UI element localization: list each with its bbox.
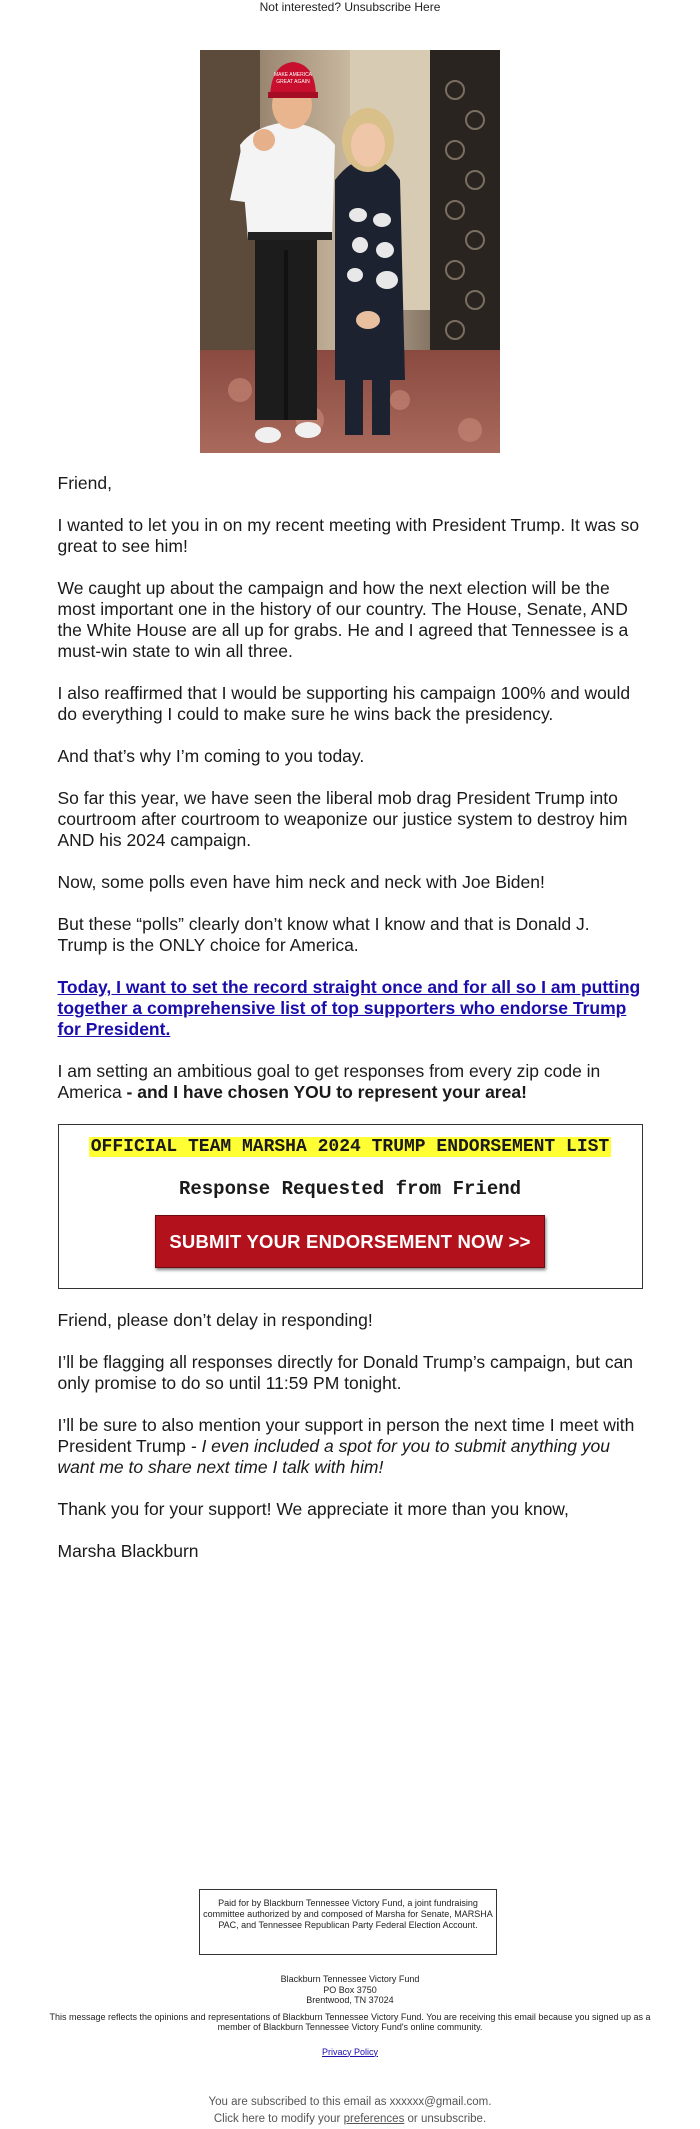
paragraph: I wanted to let you in on my recent meeting with President Trump. It was so great to see him! xyxy=(57,515,640,556)
hero-photo xyxy=(200,50,500,453)
paid-for-disclaimer: Paid for by Blackburn Tennessee Victory Fund, a joint fundraising committee authorized by and composed of Marsha for Senate, MARSHA PAC, and Tennessee Republican Party Federal Election Account. xyxy=(199,1889,497,1955)
letter-body xyxy=(58,473,643,1562)
supporters-list-link[interactable]: Today, I want to set the record straight once and for all so I am putting together a comprehensive list of top supporters who endorse Trump for President. xyxy=(57,977,641,1039)
paragraph-text: I am setting an ambitious goal to get responses from every zip code in America xyxy=(57,1061,601,1102)
subscription-modify-line xyxy=(0,2111,700,2128)
paragraph-italic-text: - I even included a spot for you to submit anything you want me to share next time I talk with him! xyxy=(57,1436,611,1477)
preheader xyxy=(0,0,700,16)
privacy-policy-link[interactable]: Privacy Policy xyxy=(321,2046,378,2057)
signature: Marsha Blackburn xyxy=(57,1541,199,1561)
footer-city: Brentwood, TN 37024 xyxy=(306,1995,394,2005)
svg-text:GREAT AGAIN: GREAT AGAIN xyxy=(276,79,310,85)
paragraph xyxy=(58,1061,643,1103)
paragraph: So far this year, we have seen the liberal mob drag President Trump into courtroom after courtroom to weaponize our justice system to destroy him AND his 2024 campaign. xyxy=(57,788,628,850)
footer-notice: This message reflects the opinions and representations of Blackburn Tennessee Victory Fund. You are receiving this email because you signed up as a member of Blackburn Tennessee Victory Fund's online community. xyxy=(49,2011,651,2032)
paragraph-bold-text: - and I have chosen YOU to represent your area! xyxy=(126,1082,527,1102)
paragraph: Now, some polls even have him neck and neck with Joe Biden! xyxy=(57,872,545,892)
paragraph: Friend, please don’t delay in responding! xyxy=(57,1310,373,1330)
paragraph: But these “polls” clearly don’t know what I know and that is Donald J. Trump is the ONLY choice for America. xyxy=(57,914,590,955)
preferences-link[interactable]: preferences xyxy=(343,2113,405,2125)
subscription-email-line: You are subscribed to this email as xxxxxx@gmail.com. xyxy=(208,2096,492,2108)
footer-po-box: PO Box 3750 xyxy=(323,1984,377,1995)
greeting: Friend, xyxy=(57,473,112,493)
footer xyxy=(0,1974,700,2057)
svg-text:MAKE AMERICA: MAKE AMERICA xyxy=(273,72,313,78)
subscription-info xyxy=(0,2094,700,2128)
paragraph: And that’s why I’m coming to you today. xyxy=(57,746,365,766)
endorsement-box-subtitle: Response Requested from Friend xyxy=(178,1178,522,1200)
unsubscribe-link[interactable]: Not interested? Unsubscribe Here xyxy=(259,0,441,14)
endorsement-box xyxy=(58,1124,643,1289)
subscription-text-end: or unsubscribe. xyxy=(404,2113,487,2125)
paragraph-text: I’ll be sure to also mention your support in person the next time I meet with President Trump xyxy=(57,1415,635,1456)
endorsement-box-title xyxy=(71,1135,630,1159)
paragraph: I’ll be flagging all responses directly for Donald Trump’s campaign, but can only promise to do so until 11:59 PM tonight. xyxy=(57,1352,634,1393)
paragraph: I also reaffirmed that I would be supporting his campaign 100% and would do everything I could to make sure he wins back the presidency. xyxy=(57,683,631,724)
paragraph-link xyxy=(58,977,643,1040)
paragraph: We caught up about the campaign and how the next election will be the most important one in the history of our country. The House, Senate, AND the White House are all up for grabs. He and I agreed that Tennessee is a must-win state to win all three. xyxy=(57,578,629,661)
endorsement-title-highlight: OFFICIAL TEAM MARSHA 2024 TRUMP ENDORSEMENT LIST xyxy=(90,1137,610,1157)
footer-privacy xyxy=(0,2047,700,2058)
paragraph: Thank you for your support! We appreciate it more than you know, xyxy=(57,1499,569,1519)
footer-org: Blackburn Tennessee Victory Fund xyxy=(280,1974,420,1984)
subscription-text: Click here to modify your xyxy=(213,2113,344,2125)
hero-image-container xyxy=(0,50,700,453)
paragraph xyxy=(58,1415,643,1478)
submit-endorsement-button[interactable]: SUBMIT YOUR ENDORSEMENT NOW >> xyxy=(155,1215,544,1268)
